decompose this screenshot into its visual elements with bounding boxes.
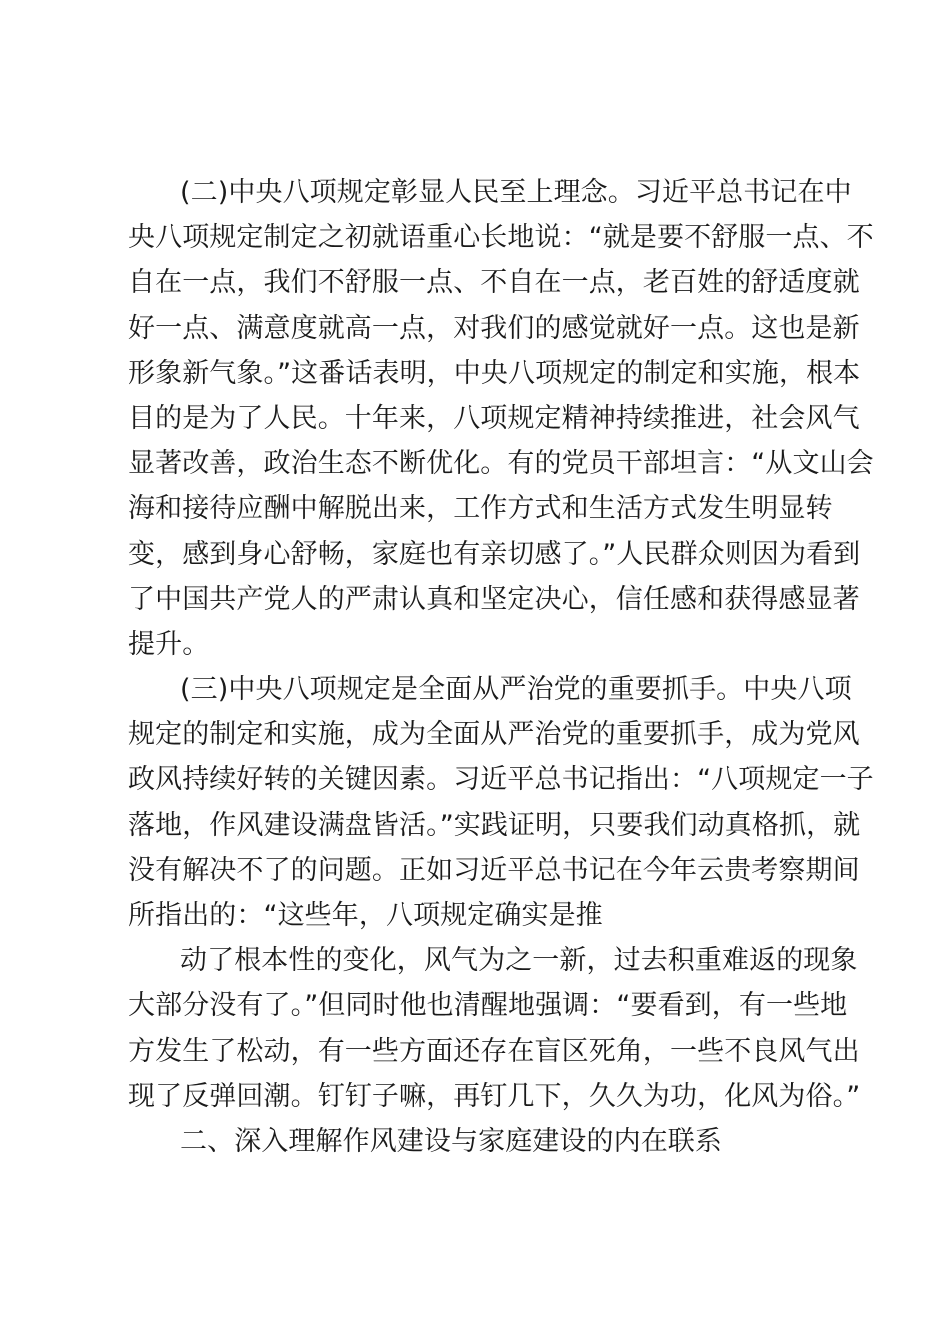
paragraph-line: 形象新气象。”这番话表明，中央八项规定的制定和实施，根本 xyxy=(128,357,861,389)
paragraph-line: (二)中央八项规定彰显人民至上理念。习近平总书记在中 xyxy=(180,177,852,208)
paragraph-line: 方发生了松动，有一些方面还存在盲区死角，一些不良风气出 xyxy=(128,1035,860,1067)
paragraph-line: 变，感到身心舒畅，家庭也有亲切感了。”人民群众则因为看到 xyxy=(128,538,861,570)
paragraph-line: 海和接待应酬中解脱出来，工作方式和生活方式发生明显转 xyxy=(128,493,833,525)
paragraph-line: 目的是为了人民。十年来，八项规定精神持续推进，社会风气 xyxy=(128,402,860,434)
paragraph-line: 显著改善，政治生态不断优化。有的党员干部坦言：“从文山会 xyxy=(128,448,874,480)
paragraph-line: 规定的制定和实施，成为全面从严治党的重要抓手，成为党风 xyxy=(128,719,860,751)
paragraph-line: 自在一点，我们不舒服一点、不自在一点，老百姓的舒适度就 xyxy=(128,267,860,299)
paragraph-line: 提升。 xyxy=(128,628,210,660)
document-body xyxy=(128,170,874,1164)
paragraph-line: 所指出的：“这些年，八项规定确实是推 xyxy=(128,900,603,931)
paragraph-line: 央八项规定制定之初就语重心长地说：“就是要不舒服一点、不 xyxy=(128,222,874,254)
paragraph-line: 政风持续好转的关键因素。习近平总书记指出：“八项规定一子 xyxy=(128,764,874,796)
section-heading: 二、深入理解作风建设与家庭建设的内在联系 xyxy=(180,1125,722,1157)
paragraph-line: 没有解决不了的问题。正如习近平总书记在今年云贵考察期间 xyxy=(128,854,860,886)
paragraph-line: 了中国共产党人的严肃认真和坚定决心，信任感和获得感显著 xyxy=(128,583,860,615)
paragraph-line: 大部分没有了。”但同时他也清醒地强调：“要看到，有一些地 xyxy=(128,990,848,1022)
paragraph-line: 动了根本性的变化，风气为之一新，过去积重难返的现象 xyxy=(180,945,858,977)
paragraph-line: (三)中央八项规定是全面从严治党的重要抓手。中央八项 xyxy=(180,674,852,706)
paragraph-line: 现了反弹回潮。钉钉子嘛，再钉几下，久久为功，化风为俗。” xyxy=(128,1080,861,1112)
paragraph-line: 好一点、满意度就高一点，对我们的感觉就好一点。这也是新 xyxy=(128,312,860,344)
paragraph-line: 落地，作风建设满盘皆活。”实践证明，只要我们动真格抓，就 xyxy=(128,809,861,841)
